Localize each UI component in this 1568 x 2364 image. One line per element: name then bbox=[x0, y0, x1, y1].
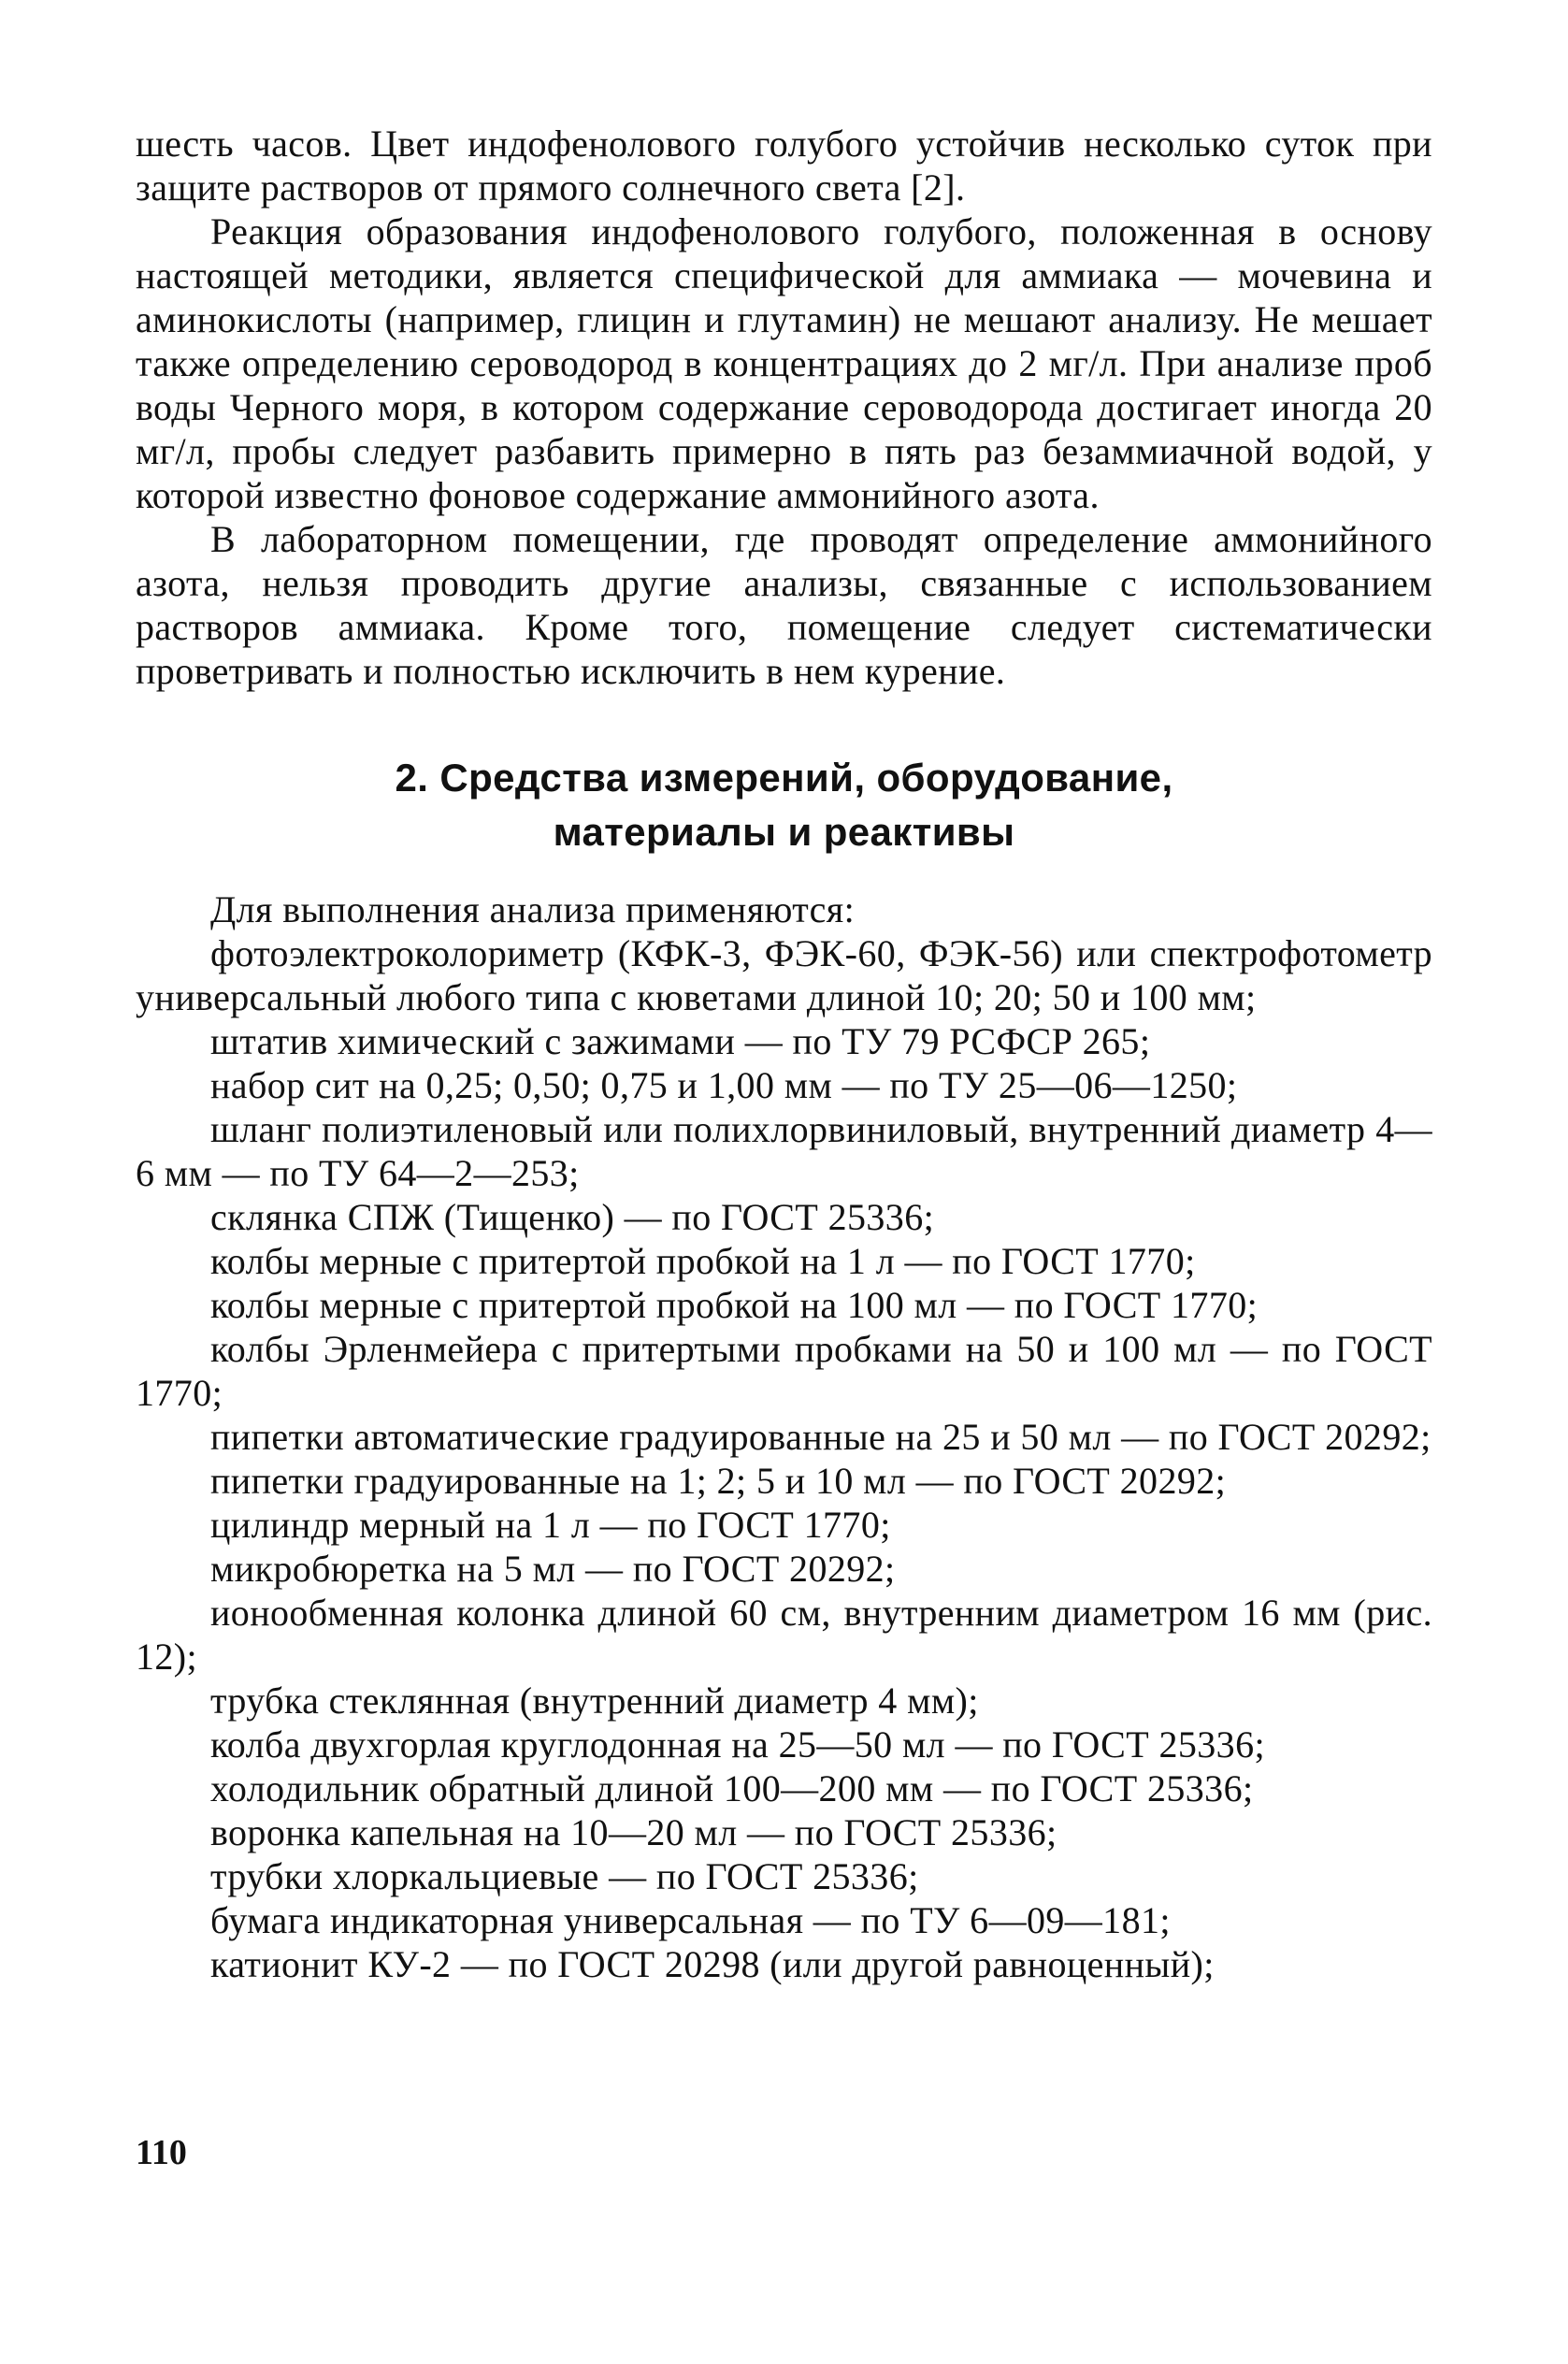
list-item: колбы Эрленмейера с притертыми пробками на 50 и 100 мл — по ГОСТ 1770; bbox=[136, 1328, 1432, 1414]
section-heading-line-1: 2. Средства измерений, оборудование, bbox=[395, 756, 1173, 800]
paragraph-reaction: Реакция образования индофенолового голубого, положенная в основу настоящей методики, является специфической для аммиака — мочевина и аминокислоты (например, глицин и глутамин) не мешают анализу. Не мешает также определению сероводород в концентрациях до 2 мг/л. При анализе проб воды Черного моря, в котором содержание сероводорода достигает иногда 20 мг/л, пробы следует разбавить примерно в пять раз безаммиачной водой, у которой известно фоновое содержание аммонийного азота. bbox=[136, 210, 1432, 516]
section-heading bbox=[136, 751, 1432, 859]
section-heading-line-2: материалы и реактивы bbox=[553, 810, 1015, 854]
paragraph-continuation: шесть часов. Цвет индофенолового голубого устойчив несколько суток при защите растворов от прямого солнечного света [2]. bbox=[136, 123, 1432, 209]
list-item: склянка СПЖ (Тищенко) — по ГОСТ 25336; bbox=[210, 1196, 935, 1238]
list-item: фотоэлектроколориметр (КФК-3, ФЭК-60, ФЭК-56) или спектрофотометр универсальный любого типа с кюветами длиной 10; 20; 50 и 100 мм; bbox=[136, 932, 1432, 1018]
list-item: шланг полиэтиленовый или полихлорвиниловый, внутренний диаметр 4—6 мм — по ТУ 64—2—253; bbox=[136, 1108, 1432, 1194]
list-item: набор сит на 0,25; 0,50; 0,75 и 1,00 мм — по ТУ 25—06—1250; bbox=[210, 1064, 1238, 1106]
list-item: пипетки автоматические градуированные на 25 и 50 мл — по ГОСТ 20292; bbox=[210, 1416, 1431, 1458]
list-item: колбы мерные с притертой пробкой на 1 л — по ГОСТ 1770; bbox=[210, 1240, 1196, 1282]
list-intro: Для выполнения анализа применяются: bbox=[210, 888, 856, 930]
list-item: ионообменная колонка длиной 60 см, внутренним диаметром 16 мм (рис. 12); bbox=[136, 1592, 1432, 1678]
list-item: колбы мерные с притертой пробкой на 100 мл — по ГОСТ 1770; bbox=[210, 1284, 1259, 1326]
paragraph-laboratory: В лабораторном помещении, где проводят определение аммонийного азота, нельзя проводить другие анализы, связанные с использованием растворов аммиака. Кроме того, помещение следует систематически проветривать и полностью исключить в нем курение. bbox=[136, 518, 1432, 692]
list-item: холодильник обратный длиной 100—200 мм — по ГОСТ 25336; bbox=[210, 1767, 1254, 1809]
list-item: катионит КУ-2 — по ГОСТ 20298 (или другой равноценный); bbox=[210, 1943, 1215, 1985]
page-number: 110 bbox=[136, 2133, 187, 2172]
list-item: цилиндр мерный на 1 л — по ГОСТ 1770; bbox=[210, 1504, 891, 1546]
list-item: штатив химический с зажимами — по ТУ 79 РСФСР 265; bbox=[210, 1020, 1151, 1062]
list-item: колба двухгорлая круглодонная на 25—50 мл — по ГОСТ 25336; bbox=[210, 1723, 1265, 1766]
list-item: воронка капельная на 10—20 мл — по ГОСТ 25336; bbox=[210, 1811, 1057, 1853]
list-item: микробюретка на 5 мл — по ГОСТ 20292; bbox=[210, 1548, 896, 1590]
body-text bbox=[136, 122, 1432, 1986]
list-item: трубка стеклянная (внутренний диаметр 4 мм); bbox=[210, 1679, 979, 1722]
list-item: трубки хлоркальциевые — по ГОСТ 25336; bbox=[210, 1855, 919, 1897]
list-item: бумага индикаторная универсальная — по ТУ 6—09—181; bbox=[210, 1899, 1171, 1941]
list-item: пипетки градуированные на 1; 2; 5 и 10 мл — по ГОСТ 20292; bbox=[210, 1460, 1227, 1502]
